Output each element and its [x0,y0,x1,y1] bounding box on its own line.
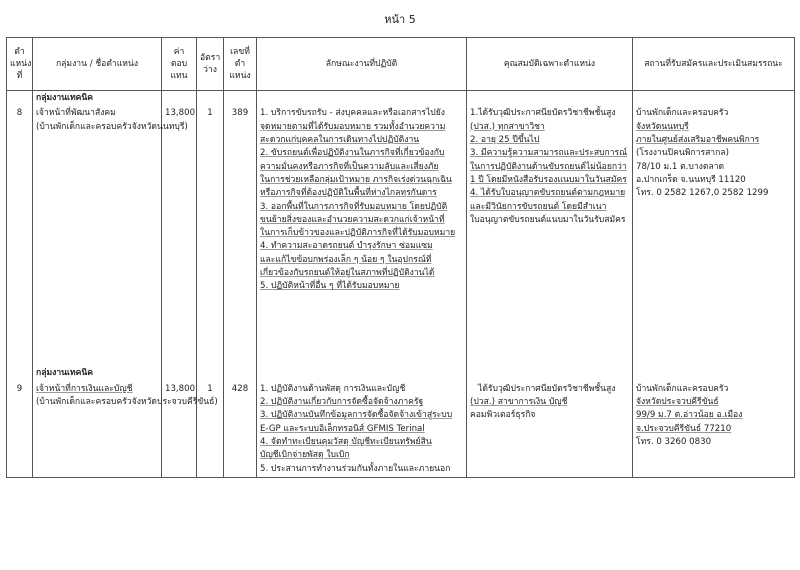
duties-cell: 1. ปฏิบัติงานด้านพัสดุ การเงินและบัญชี 2. ปฏิบัติงานเกี่ยวกับการจัดซื้อจัดจ้างภาครัฐ 3. ปฏิบัติงานบันทึกข้อมูลการจัดซื้อจัดจ้างเข้าสู่ระบบ E-GP และระบบอิเล็กทรอนิส์ GFMIS Terinal 4. จัดทำทะเบียนคุมวัสดุ บัญชีทะเบียนทรัพย์สิน บัญชีเบิกจ่ายพัสดุ ใบเบิก 5. ประสานการทำงานร่วมกันทั้งภายในและภายนอก [257,382,467,478]
table-row-group-title [7,366,795,381]
position-unit: (บ้านพักเด็กและครอบครัวจังหวัดประจวบคีรีขันธ์) [36,396,218,407]
duties-cell: 1. บริการขับรถรับ - ส่งบุคคลและหรือเอกสารไปยัง จุดหมายตามที่ได้รับมอบหมาย รวมทั้งอำนวยความ สะดวกแก่บุคคลในการเดินทางไปปฏิบัติงาน 2. ขับรถยนต์เพื่อปฏิบัติงานในภารกิจที่เกี่ยวข้องกับ ความมั่นคงหรือภารกิจที่เป็นความลับและเสี่ยงภัย ในการช่วยเหลือกลุ่มเป้าหมาย ภารกิจเร่งด่วนฉุกเฉิน หรือภารกิจที่ต้องปฏิบัติในพื้นที่ห่างไกลทุรกันดาร 3. ออกพื้นที่ในการภารกิจที่รับมอบหมาย โดยปฏิบัติ ขนย้ายสิ่งของและอำนวยความสะดวกแก่เจ้าหน้าที่ ในการเก็บข้าวของและปฏิบัติภารกิจที่ได้รับมอบหมาย 4. ทำความสะอาดรถยนต์ บำรุงรักษา ซ่อมแซม และแก้ไขข้อบกพร่องเล็ก ๆ น้อย ๆ ในอุปกรณ์ที่ เกี่ยวข้องกับรถยนต์ให้อยู่ในสภาพที่ปฏิบัติงานได้ 5. ปฏิบัติหน้าที่อื่น ๆ ที่ได้รับมอบหมาย [257,106,467,366]
position-title: เจ้าหน้าที่พัฒนาสังคม [36,108,116,119]
header-duties: ลักษณะงานที่ปฏิบัติ [257,38,467,91]
position-unit: (บ้านพักเด็กและครอบครัวจังหวัดนนทบุรี) [36,121,188,132]
table-row [7,106,795,366]
pay-cell: 13,800 [162,106,197,366]
position-no-cell: 389 [224,106,257,366]
group-title: กลุ่มงานเทคนิค [33,91,162,107]
header-no: ตำ แหน่ง ที่ [7,38,33,91]
row-no: 8 [7,106,33,366]
location-cell: บ้านพักเด็กและครอบครัว จังหวัดประจวบคีรีขันธ์ 99/9 ม.7 ต.อ่าวน้อย อ.เมือง จ.ประจวบคีรีขันธ์ 77210 โทร. 0 3260 0830 [633,382,795,478]
qualifications-cell: ได้รับวุฒิประกาศนียบัตรวิชาชีพชั้นสูง (ปวส.) สาขาการเงิน บัญชี คอมพิวเตอร์ธุรกิจ [467,382,633,478]
page-number: หน้า 5 [384,13,416,26]
pay-cell: 13,800 [162,382,197,478]
table-header-row [7,38,795,91]
table-row-group-title [7,91,795,107]
table-row [7,382,795,478]
header-position-no: เลขที่ ตำ แหน่ง [224,38,257,91]
vacant-cell: 1 [197,106,224,366]
group-title: กลุ่มงานเทคนิค [33,366,162,381]
vacancy-table [6,37,795,478]
header-location: สถานที่รับสมัครและประเมินสมรรถนะ [633,38,795,91]
header-qualifications: คุณสมบัติเฉพาะตำแหน่ง [467,38,633,91]
position-no-cell: 428 [224,382,257,478]
header-group: กลุ่มงาน / ชื่อตำแหน่ง [33,38,162,91]
header-vacant: อัตรา ว่าง [197,38,224,91]
position-title: เจ้าหน้าที่การเงินและบัญชี [36,383,133,394]
header-pay: ค่า ตอบ แทน [162,38,197,91]
vacant-cell: 1 [197,382,224,478]
row-no: 9 [7,382,33,478]
location-cell: บ้านพักเด็กและครอบครัว จังหวัดนนทบุรี ภายในศูนย์ส่งเสริมอาชีพคนพิการ (โรงงานปิคนพิการสากล) 78/10 ม.1 ต.บางตลาด อ.ปากเกร็ด จ.นนทบุรี 11120 โทร. 0 2582 1267,0 2582 1299 [633,106,795,366]
qualifications-cell: 1.ได้รับวุฒิประกาศนียบัตรวิชาชีพชั้นสูง (ปวส.) ทุกสาขาวิชา 2. อายุ 25 ปีขึ้นไป 3. มีความรู้ความสามารถและประสบการณ์ ในการปฏิบัติงานด้านขับรถยนต์ไม่น้อยกว่า 1 ปี โดยมีหนังสือรับรองแนบมาในวันสมัคร 4. ได้รับใบอนุญาตขับรถยนต์ตามกฎหมาย และมีวินัยการขับรถยนต์ โดยมีสำเนา ใบอนุญาตขับรถยนต์แนบมาในวันรับสมัคร [467,106,633,366]
